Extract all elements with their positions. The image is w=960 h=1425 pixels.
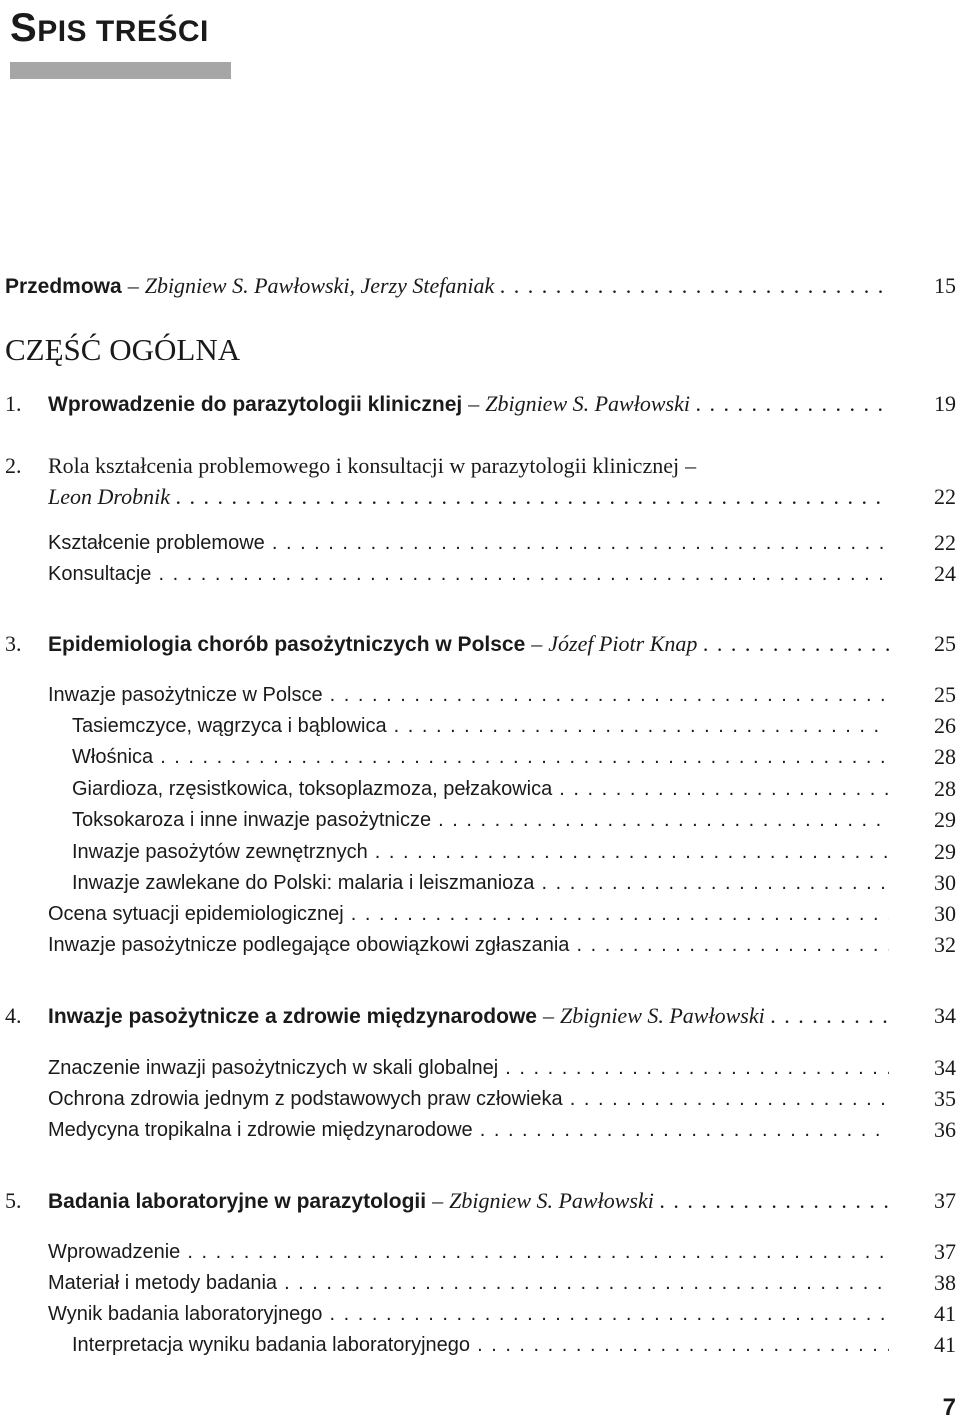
- entry-page: 36: [934, 1117, 956, 1142]
- entry-title: Inwazje zawlekane do Polski: malaria i leiszmanioza: [72, 872, 535, 894]
- toc-entry-material-i-metody[interactable]: [0, 1269, 960, 1297]
- entry-title: Inwazje pasożytnicze w Polsce: [48, 684, 323, 706]
- entry-title: Toksokaroza i inne inwazje pasożytnicze: [72, 809, 432, 831]
- entry-title: Interpretacja wyniku badania laboratoryjnego: [72, 1334, 471, 1356]
- toc-entry-inwazje-zawlekane[interactable]: [0, 869, 960, 897]
- entry-page: 15: [934, 273, 956, 298]
- toc-entry-wynik-badania[interactable]: [0, 1300, 960, 1328]
- page-title: [10, 6, 209, 51]
- entry-page: 24: [934, 561, 956, 586]
- entry-title: Włośnica: [72, 746, 154, 768]
- entry-page: 41: [934, 1301, 956, 1326]
- entry-page: 32: [934, 932, 956, 957]
- entry-page: 41: [934, 1332, 956, 1357]
- entry-dash: –: [685, 453, 697, 478]
- entry-author: Zbigniew S. Pawłowski: [449, 1188, 654, 1213]
- entry-title: Inwazje pasożytów zewnętrznych: [72, 841, 368, 863]
- chapter-number: 4.: [5, 1003, 22, 1028]
- entry-title: Ochrona zdrowia jednym z podstawowych praw człowieka: [48, 1088, 563, 1110]
- page-number: 7: [942, 1394, 956, 1421]
- page-title-rest: PIS TREŚCI: [37, 15, 209, 48]
- entry-page: 28: [934, 776, 956, 801]
- entry-page: 35: [934, 1086, 956, 1111]
- page-title-initial: S: [10, 6, 38, 50]
- entry-title: Inwazje pasożytnicze podlegające obowiązkowi zgłaszania: [48, 934, 570, 956]
- toc-entry-konsultacje[interactable]: [0, 560, 960, 588]
- part-heading: CZĘŚĆ OGÓLNA: [5, 332, 241, 367]
- entry-page: 22: [934, 530, 956, 555]
- entry-page: 37: [934, 1188, 956, 1213]
- entry-page: 38: [934, 1270, 956, 1295]
- toc-entry-preface[interactable]: [0, 272, 960, 300]
- toc-entry-tasiemczyce[interactable]: [0, 712, 960, 740]
- toc-entry-wlosnica[interactable]: [0, 743, 960, 771]
- toc-entry-chapter-2-line-2[interactable]: [0, 483, 960, 511]
- entry-title: Badania laboratoryjne w parazytologii: [48, 1190, 427, 1213]
- entry-author: Zbigniew S. Pawłowski, Jerzy Stefaniak: [144, 273, 495, 298]
- toc-entry-chapter-3[interactable]: [0, 630, 960, 658]
- entry-title: Konsultacje: [48, 563, 152, 585]
- toc-entry-ochrona-zdrowia[interactable]: [0, 1085, 960, 1113]
- header-underline-bar: [10, 62, 231, 79]
- toc-entry-inwazje-w-polsce[interactable]: [0, 681, 960, 709]
- toc-entry-skala-globalna[interactable]: [0, 1054, 960, 1082]
- chapter-number: 3.: [5, 631, 22, 656]
- entry-page: 29: [934, 839, 956, 864]
- entry-dash: –: [432, 1188, 444, 1213]
- entry-page: 30: [934, 901, 956, 926]
- entry-title: Inwazje pasożytnicze a zdrowie międzynarodowe: [48, 1005, 537, 1028]
- entry-title: Wynik badania laboratoryjnego: [48, 1303, 323, 1325]
- toc-entry-pasozyty-zewnetrzne[interactable]: [0, 838, 960, 866]
- entry-page: 22: [934, 484, 956, 509]
- chapter-number: 5.: [5, 1188, 22, 1213]
- entry-author: Józef Piotr Knap: [548, 631, 698, 656]
- entry-author: Zbigniew S. Pawłowski: [485, 391, 690, 416]
- entry-title: Kształcenie problemowe: [48, 532, 265, 554]
- entry-author: Leon Drobnik: [48, 484, 171, 509]
- entry-page: 25: [934, 682, 956, 707]
- toc-entry-chapter-1[interactable]: [0, 390, 960, 418]
- entry-dash: –: [531, 631, 543, 656]
- entry-dash: –: [542, 1003, 554, 1028]
- entry-dash: –: [468, 391, 480, 416]
- entry-page: 19: [934, 391, 956, 416]
- entry-title: Rola kształcenia problemowego i konsultacji w parazytologii klinicznej: [48, 453, 680, 478]
- entry-page: 30: [934, 870, 956, 895]
- entry-title: Tasiemczyce, wągrzyca i bąblowica: [72, 715, 387, 737]
- entry-title: Epidemiologia chorób pasożytniczych w Polsce: [48, 633, 526, 656]
- toc-entry-giardioza[interactable]: [0, 775, 960, 803]
- entry-title: Giardioza, rzęsistkowica, toksoplazmoza, pełzakowica: [72, 778, 553, 800]
- entry-title: Znaczenie inwazji pasożytniczych w skali globalnej: [48, 1057, 499, 1079]
- toc-entry-obowiazek-zglaszania[interactable]: [0, 931, 960, 959]
- entry-page: 34: [934, 1003, 956, 1028]
- chapter-number: 1.: [5, 391, 22, 416]
- toc-entry-chapter-5[interactable]: [0, 1187, 960, 1215]
- toc-entry-wprowadzenie[interactable]: [0, 1238, 960, 1266]
- toc-entry-ocena-sytuacji[interactable]: [0, 900, 960, 928]
- entry-page: 34: [934, 1055, 956, 1080]
- toc-entry-ksztalcenie[interactable]: [0, 529, 960, 557]
- entry-title: Wprowadzenie: [48, 1241, 181, 1263]
- toc-entry-medycyna-tropikalna[interactable]: [0, 1116, 960, 1144]
- entry-page: 37: [934, 1239, 956, 1264]
- toc-entry-chapter-2-line-1[interactable]: [0, 452, 960, 480]
- entry-title: Materiał i metody badania: [48, 1272, 278, 1294]
- entry-page: 26: [934, 713, 956, 738]
- entry-title: Medycyna tropikalna i zdrowie międzynarodowe: [48, 1119, 473, 1141]
- entry-author: Zbigniew S. Pawłowski: [559, 1003, 765, 1028]
- entry-title: Przedmowa: [5, 275, 122, 298]
- entry-title: Wprowadzenie do parazytologii klinicznej: [48, 393, 463, 416]
- chapter-number: 2.: [5, 453, 22, 478]
- toc-entry-interpretacja-wyniku[interactable]: [0, 1331, 960, 1359]
- entry-page: 28: [934, 744, 956, 769]
- entry-page: 29: [934, 807, 956, 832]
- entry-dash: –: [127, 273, 139, 298]
- toc-entry-chapter-4[interactable]: [0, 1002, 960, 1030]
- toc-entry-toksokaroza[interactable]: [0, 806, 960, 834]
- entry-page: 25: [934, 631, 956, 656]
- entry-title: Ocena sytuacji epidemiologicznej: [48, 903, 344, 925]
